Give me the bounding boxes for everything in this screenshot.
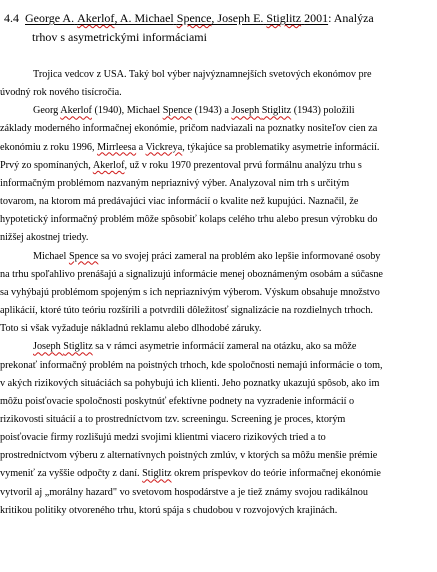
misspelled-word: Akerlof — [92, 159, 125, 171]
body-text — [0, 66, 437, 520]
text-line: nižšej akostnej triedy. — [0, 232, 89, 244]
heading-authors: George A. Akerlof, A. Michael Spence, Joseph E. Stiglitz 2001 — [25, 11, 329, 25]
section-number: 4.4 — [4, 11, 19, 25]
text-line: poisťovacie firmy rozlišujú medzi svojimi klientmi viacero rizikových tried a to — [0, 432, 326, 444]
misspelled-word: Stiglitz — [142, 468, 172, 480]
text-line: ekonómiu z roku 1996, Mirrleesa a Vickreya, týkajúce sa problematiky asymetrie informácií. — [0, 141, 380, 153]
heading-year: 2001 — [304, 11, 329, 25]
text-line: hypotetický informačný problém môže spôsobiť kolaps celého trhu alebo presun výrobku do — [0, 214, 378, 226]
text-line: sa vyhýbajú problémom spojeným s ich nepriaznivým výberom. Výskum obsahuje množstvo — [0, 286, 380, 298]
text-line: rizikovosti situácií a to prostredníctvom tzv. screeningu. Screening je proces, ktorým — [0, 413, 346, 425]
text-line: aplikácií, ktoré túto teóriu rozšírili a potvrdili dôležitosť signalizácie na rozdielnych trhoch. — [0, 305, 373, 317]
author-spence: Spence — [176, 11, 212, 25]
text-line: prostredníctvom výberu z alternatívnych poistných zmlúv, v ktorých sa môžu menšie prémie — [0, 450, 378, 462]
text-line: Joseph Stiglitz sa v rámci asymetrie informácií zameral na otázku, ako sa môže — [33, 341, 357, 353]
text-line: Georg Akerlof (1940), Michael Spence (1943) a Joseph Stiglitz (1943) položili — [33, 105, 355, 117]
misspelled-word: Stiglitz — [261, 105, 292, 117]
misspelled-word: Vickreya — [145, 141, 183, 153]
text-line: Michael Spence sa vo svojej práci zameral na problém ako lepšie informované osoby — [33, 250, 381, 262]
text-line: Trojica vedcov z USA. Taký bol výber najvýznamnejších svetových ekonómov pre — [33, 69, 372, 80]
paragraph-4 — [0, 338, 437, 520]
misspelled-word: Spence — [68, 250, 99, 262]
section-heading — [4, 9, 436, 47]
paragraph-2 — [0, 102, 437, 247]
text-line: Toto si však vyžaduje nákladnú reklamu alebo dlhodobé záruky. — [0, 323, 262, 335]
text-line: základy moderného informačnej ekonómie, pričom nadviazali na poznatky nositeľov cien za — [0, 123, 378, 135]
paragraph-3 — [0, 248, 437, 339]
text-line: informačným problémom nazvaným nepriaznivý výber. Analyzoval nim trh s určitým — [0, 177, 350, 189]
text-line: môžu poisťovacie spoločnosti poskytnúť efektívne podnety na vyzradenie informácií o — [0, 395, 355, 407]
heading-line-2: trhov s asymetrickými informáciami — [32, 30, 207, 44]
paragraph-1 — [0, 66, 437, 102]
text-line: prekonať informačný problém na poistných trhoch, kde spoločnosti nemajú informácie o tom, — [0, 359, 383, 371]
text-line: vymeniť za vyššie odpočty z daní. Stiglitz okrem príspevkov do teórie informačnej ekonómie — [0, 468, 381, 480]
text-line: tovarom, na ktorom má predávajúci viac informácií o kvalite než kupujúci. Naznačil, že — [0, 196, 359, 208]
misspelled-word: Akerlof — [60, 105, 92, 117]
text-line: vytvoril aj „morálny hazard" vo svetovom hospodárstve a je tiež známy svojou radikálnou — [0, 486, 368, 498]
misspelled-word: Mirrleesa — [97, 141, 137, 153]
misspelled-word: Spence — [162, 105, 193, 117]
misspelled-word: Joseph — [33, 341, 64, 353]
misspelled-word: Joseph — [231, 105, 262, 117]
heading-line-1 — [4, 9, 436, 28]
text-line: v akých rizikových situáciách sa pohybujú ich klienti. Jeho poznatky ukazujú spôsob, ako im — [0, 377, 380, 389]
misspelled-word: Stiglitz — [63, 341, 93, 353]
heading-title-tail: : Analýza — [328, 11, 374, 25]
text-line: kritikou politiky otvoreného trhu, ktorú spája s chudobou v rozvojových krajinách. — [0, 504, 338, 516]
text-line: Prvý zo spomínaných, Akerlof, už v roku 1970 prezentoval prvú formálnu analýzu trhu s — [0, 159, 362, 171]
author-akerlof: Akerlof — [77, 11, 115, 25]
text-line: na trhu spoľahlivo prenášajú a signalizujú informácie menej oboznámeným osobám a súčasne — [0, 268, 383, 280]
text-line: úvodný rok nového tisícročia. — [0, 87, 122, 99]
author-stiglitz: Stiglitz — [266, 11, 302, 25]
